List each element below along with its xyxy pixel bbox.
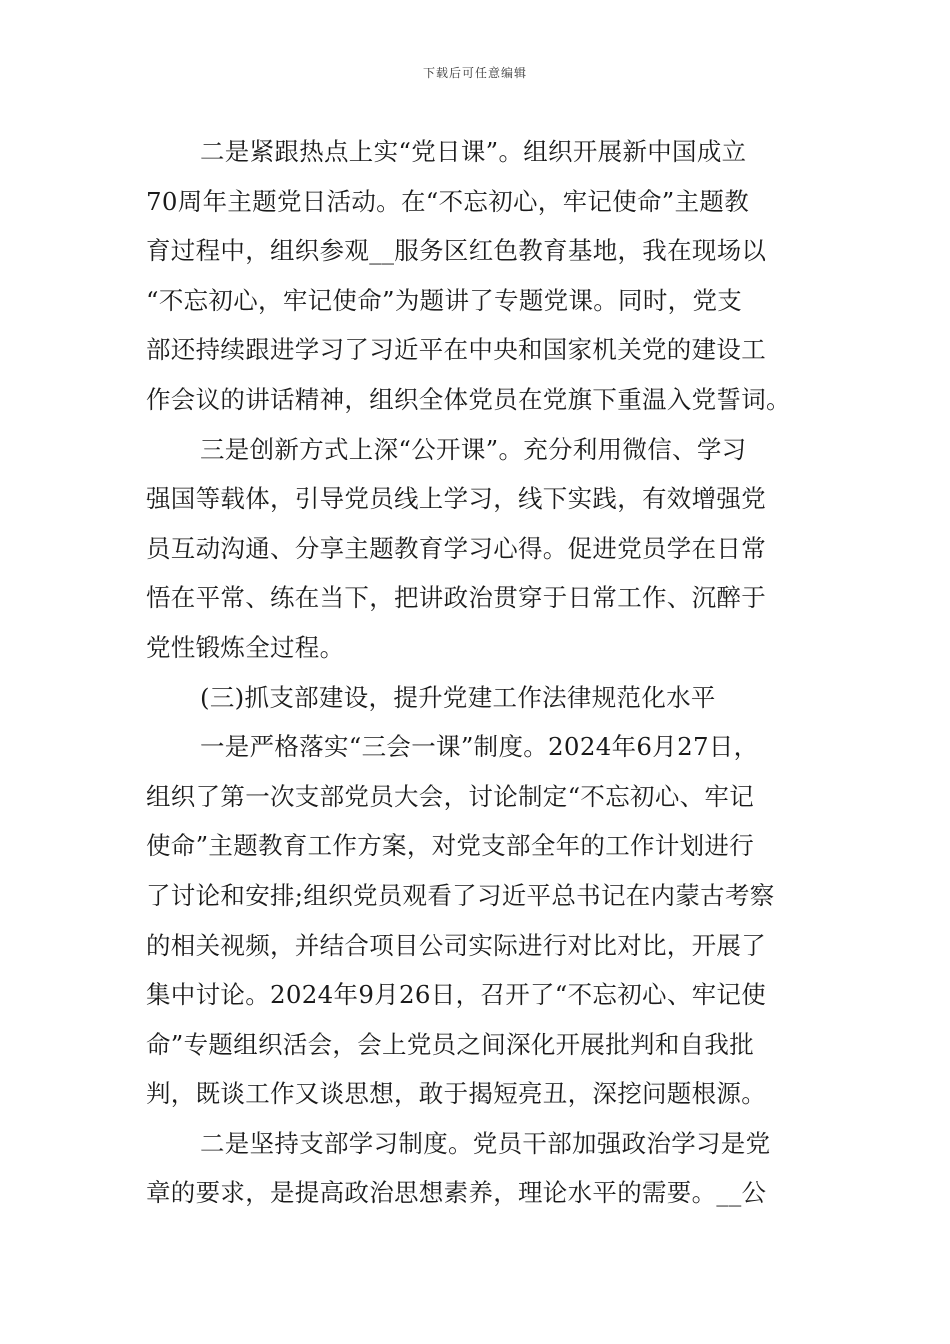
paragraph-line: 组织了第一次支部党员大会，讨论制定“不忘初心、牢记 bbox=[146, 781, 755, 811]
paragraph-line: 70周年主题党日活动。在“不忘初心，牢记使命”主题教 bbox=[146, 186, 750, 216]
section-heading: (三)抓支部建设，提升党建工作法律规范化水平 bbox=[200, 682, 716, 712]
paragraph-line: 判，既谈工作又谈思想，敢于揭短亮丑，深挖问题根源。 bbox=[146, 1079, 766, 1109]
paragraph-line: 了讨论和安排;组织党员观看了习近平总书记在内蒙古考察 bbox=[146, 880, 775, 910]
paragraph-line: 命”专题组织活会，会上党员之间深化开展批判和自我批 bbox=[146, 1029, 755, 1059]
paragraph-line: 党性锻炼全过程。 bbox=[146, 632, 345, 662]
paragraph-line: 作会议的讲话精神，组织全体党员在党旗下重温入党誓词。 bbox=[146, 384, 791, 414]
paragraph-line: 育过程中，组织参观__服务区红色教育基地，我在现场以 bbox=[146, 236, 767, 266]
paragraph-line: “不忘初心，牢记使命”为题讲了专题党课。同时，党支 bbox=[146, 285, 743, 315]
paragraph-line: 二是坚持支部学习制度。党员干部加强政治学习是党 bbox=[200, 1128, 771, 1158]
paragraph-line: 三是创新方式上深“公开课”。充分利用微信、学习 bbox=[200, 434, 747, 464]
paragraph-line: 悟在平常、练在当下，把讲政治贯穿于日常工作、沉醉于 bbox=[146, 583, 766, 613]
page-header: 下载后可任意编辑 bbox=[422, 66, 527, 80]
paragraph-line: 部还持续跟进学习了习近平在中央和国家机关党的建设工 bbox=[146, 335, 766, 365]
paragraph-line: 员互动沟通、分享主题教育学习心得。促进党员学在日常 bbox=[146, 533, 766, 563]
paragraph-line: 章的要求，是提高政治思想素养，理论水平的需要。__公 bbox=[146, 1178, 767, 1208]
paragraph-line: 使命”主题教育工作方案，对党支部全年的工作计划进行 bbox=[146, 831, 755, 861]
paragraph-line: 二是紧跟热点上实“党日课”。组织开展新中国成立 bbox=[200, 137, 747, 166]
paragraph-line: 一是严格落实“三会一课”制度。2024年6月27日， bbox=[200, 732, 759, 762]
body-text bbox=[146, 127, 808, 1218]
paragraph-line: 强国等载体，引导党员线上学习，线下实践，有效增强党 bbox=[146, 484, 766, 514]
paragraph-line: 集中讨论。2024年9月26日，召开了“不忘初心、牢记使 bbox=[146, 980, 767, 1010]
paragraph-line: 的相关视频，并结合项目公司实际进行对比对比，开展了 bbox=[146, 930, 766, 960]
